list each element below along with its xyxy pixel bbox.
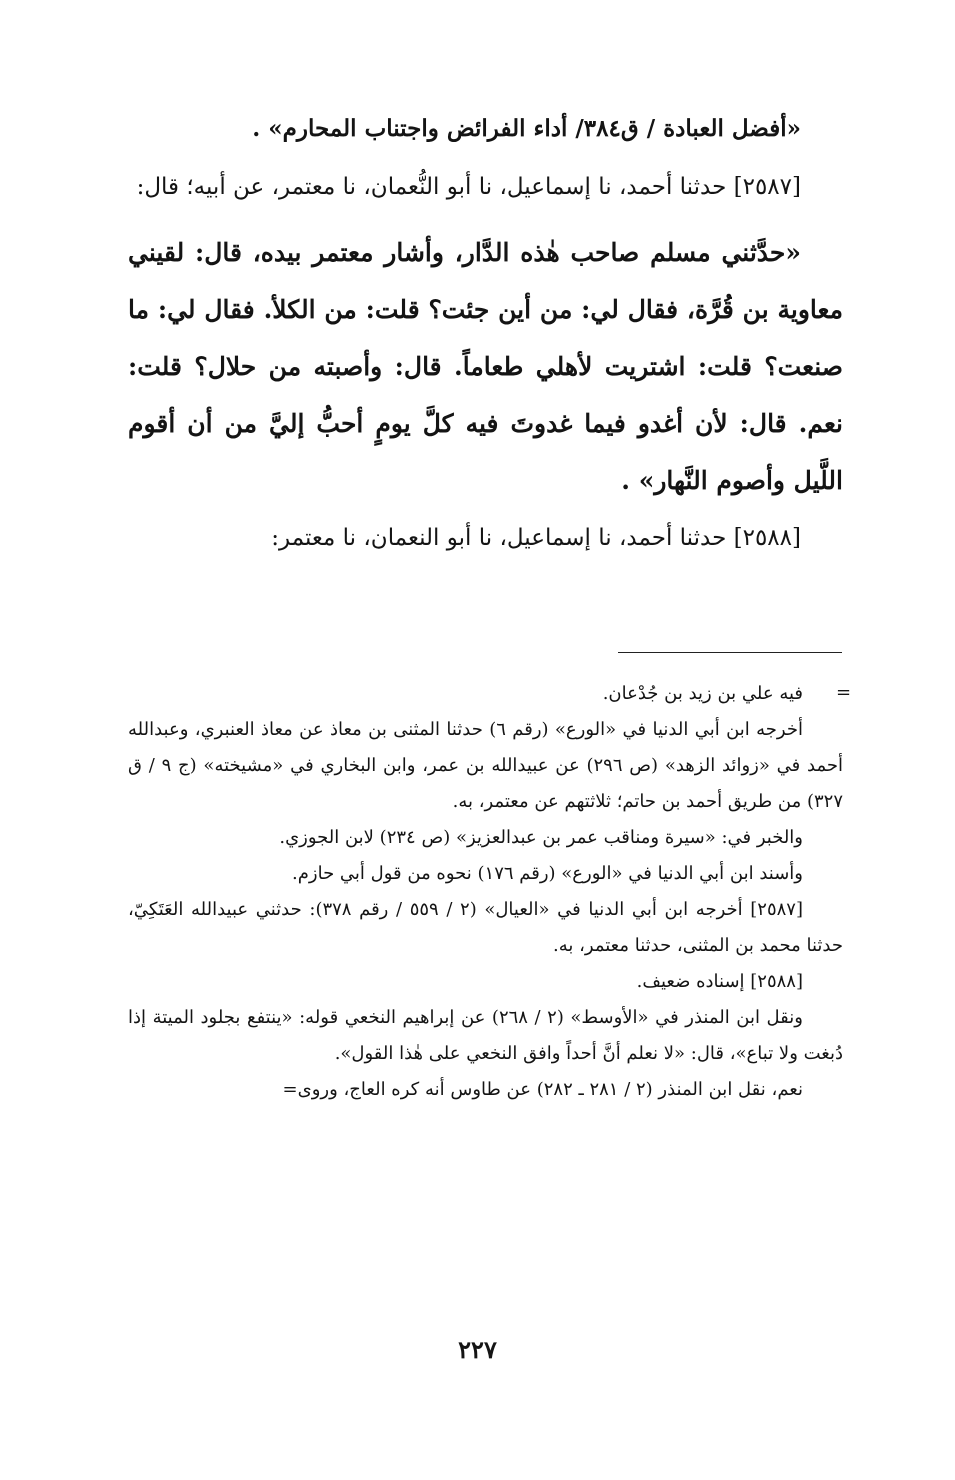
footnote-line: أخرجه ابن أبي الدنيا في «الورع» (رقم ٦) حدثنا المثنى بن معاذ عن معاذ العنبري، وعبدالله أحمد في «زوائد الزهد» (ص ٢٩٦) عن عبيدالله بن عمر، وابن البخاري في «مشيخته» (ج ٩ / ق ٣٢٧) من طريق أحمد بن حاتم؛ ثلاثتهم عن معتمر، به. xyxy=(128,719,843,812)
hadith-2588-isnad: [٢٥٨٨] حدثنا أحمد، نا إسماعيل، نا أبو النعمان، نا معتمر: xyxy=(271,525,801,551)
hadith-2587-text: «حدَّثني مسلم صاحب هٰذه الدَّار، وأشار معتمر بيده، قال: لقيني معاوية بن قُرَّة، فقال لي: من أين جئت؟ قلت: من الكلأ. فقال لي: ما صنعت؟ قلت: اشتريت لأهلي طعاماً. قال: وأصبته من حلال؟ قلت: نعم. قال: لأن أغدو فيما غدوتَ فيه كلَّ يومٍ أحبُّ إليَّ من أن أقوم اللَّيل وأصوم النَّهار» . xyxy=(128,238,843,495)
hadith-2587-isnad: [٢٥٨٧] حدثنا أحمد، نا إسماعيل، نا أبو النُّعمان، نا معتمر، عن أبيه؛ قال: xyxy=(136,174,801,200)
footnote-continuation-mark: = xyxy=(836,682,852,703)
footnote-line: ونقل ابن المنذر في «الأوسط» (٢ / ٢٦٨) عن إبراهيم النخعي قوله: «ينتفع بجلود الميتة إذا دُبغت ولا تباع»، قال: «لا نعلم أنَّ أحداً وافق النخعي على هٰذا القول». xyxy=(128,1007,843,1064)
footnote-line: [٢٥٨٨] إسناده ضعيف. xyxy=(636,971,803,992)
footnote-line: فيه علي بن زيد بن جُدْعان. xyxy=(602,683,803,704)
chapter-heading: «أفضل العبادة / ق٣٨٤/ أداء الفرائض واجتناب المحارم» . xyxy=(252,115,801,142)
footnote-line: نعم، نقل ابن المنذر (٢ / ٢٨١ ـ ٢٨٢) عن طاوس أنه كره العاج، وروى= xyxy=(282,1079,803,1100)
footnote-separator xyxy=(618,652,842,653)
footnotes xyxy=(128,676,843,1108)
footnote-line: [٢٥٨٧] أخرجه ابن أبي الدنيا في «العيال» (٢ / ٥٥٩ / رقم ٣٧٨): حدثني عبيدالله العَتَكِيّ، حدثنا محمد بن المثنى، حدثنا معتمر، به. xyxy=(128,899,843,956)
page-number: ٢٢٧ xyxy=(458,1335,497,1364)
main-text xyxy=(128,100,843,567)
footnote-line: وأسند ابن أبي الدنيا في «الورع» (رقم ١٧٦) نحوه من قول أبي حازم. xyxy=(292,863,803,884)
footnote-line: والخبر في: «سيرة ومناقب عمر بن عبدالعزيز» (ص ٢٣٤) لابن الجوزي. xyxy=(279,827,803,848)
